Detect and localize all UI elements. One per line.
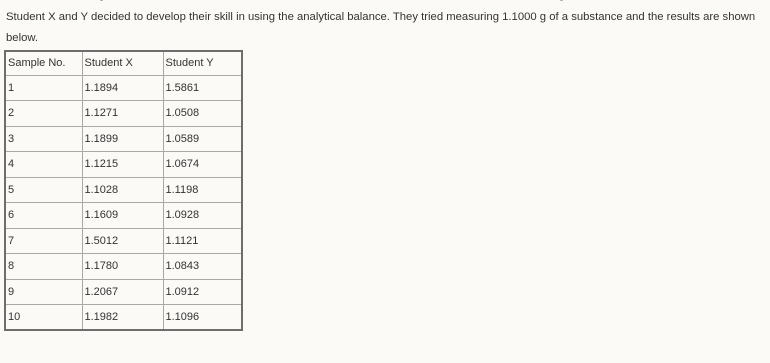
cell-student-y: 1.1121: [163, 228, 242, 254]
cell-sample-no: 3: [5, 126, 82, 152]
cell-student-y: 1.5861: [163, 75, 242, 101]
table-row: [5, 203, 242, 229]
cell-student-x: 1.5012: [82, 228, 163, 254]
header-sample-no: Sample No.: [5, 51, 82, 75]
cell-sample-no: 1: [5, 75, 82, 101]
cell-student-x: 1.1982: [82, 305, 163, 331]
cell-student-y: 1.0508: [163, 101, 242, 127]
cell-sample-no: 9: [5, 279, 82, 305]
table-row: [5, 254, 242, 280]
cell-student-x: 1.1271: [82, 101, 163, 127]
cell-student-y: 1.0912: [163, 279, 242, 305]
cell-sample-no: 2: [5, 101, 82, 127]
table-row: [5, 279, 242, 305]
table-row: [5, 75, 242, 101]
cell-student-x: 1.1780: [82, 254, 163, 280]
cell-student-x: 1.1899: [82, 126, 163, 152]
table-header-row: [5, 51, 242, 75]
cell-sample-no: 10: [5, 305, 82, 331]
cell-student-x: 1.1028: [82, 177, 163, 203]
cell-student-x: 1.1215: [82, 152, 163, 178]
cell-sample-no: 5: [5, 177, 82, 203]
table-row: [5, 152, 242, 178]
cell-student-y: 1.0928: [163, 203, 242, 229]
cell-student-x: 1.1609: [82, 203, 163, 229]
header-student-x: Student X: [82, 51, 163, 75]
cell-student-x: 1.2067: [82, 279, 163, 305]
table-row: [5, 177, 242, 203]
measurement-table: [4, 50, 243, 331]
cell-student-y: 1.0674: [163, 152, 242, 178]
problem-statement: Student X and Y decided to develop their skill in using the analytical balance. They tried measuring 1.1000 g of a substance and the results are shown below.: [6, 11, 756, 44]
cell-sample-no: 8: [5, 254, 82, 280]
cell-student-y: 1.0843: [163, 254, 242, 280]
table-row: [5, 101, 242, 127]
cropped-text-edge: [0, 0, 770, 3]
cell-sample-no: 7: [5, 228, 82, 254]
table-row: [5, 228, 242, 254]
cell-sample-no: 4: [5, 152, 82, 178]
cell-student-x: 1.1894: [82, 75, 163, 101]
cell-student-y: 1.0589: [163, 126, 242, 152]
header-student-y: Student Y: [163, 51, 242, 75]
table-row: [5, 126, 242, 152]
table-row: [5, 305, 242, 331]
cell-student-y: 1.1096: [163, 305, 242, 331]
cell-student-y: 1.1198: [163, 177, 242, 203]
cell-sample-no: 6: [5, 203, 82, 229]
